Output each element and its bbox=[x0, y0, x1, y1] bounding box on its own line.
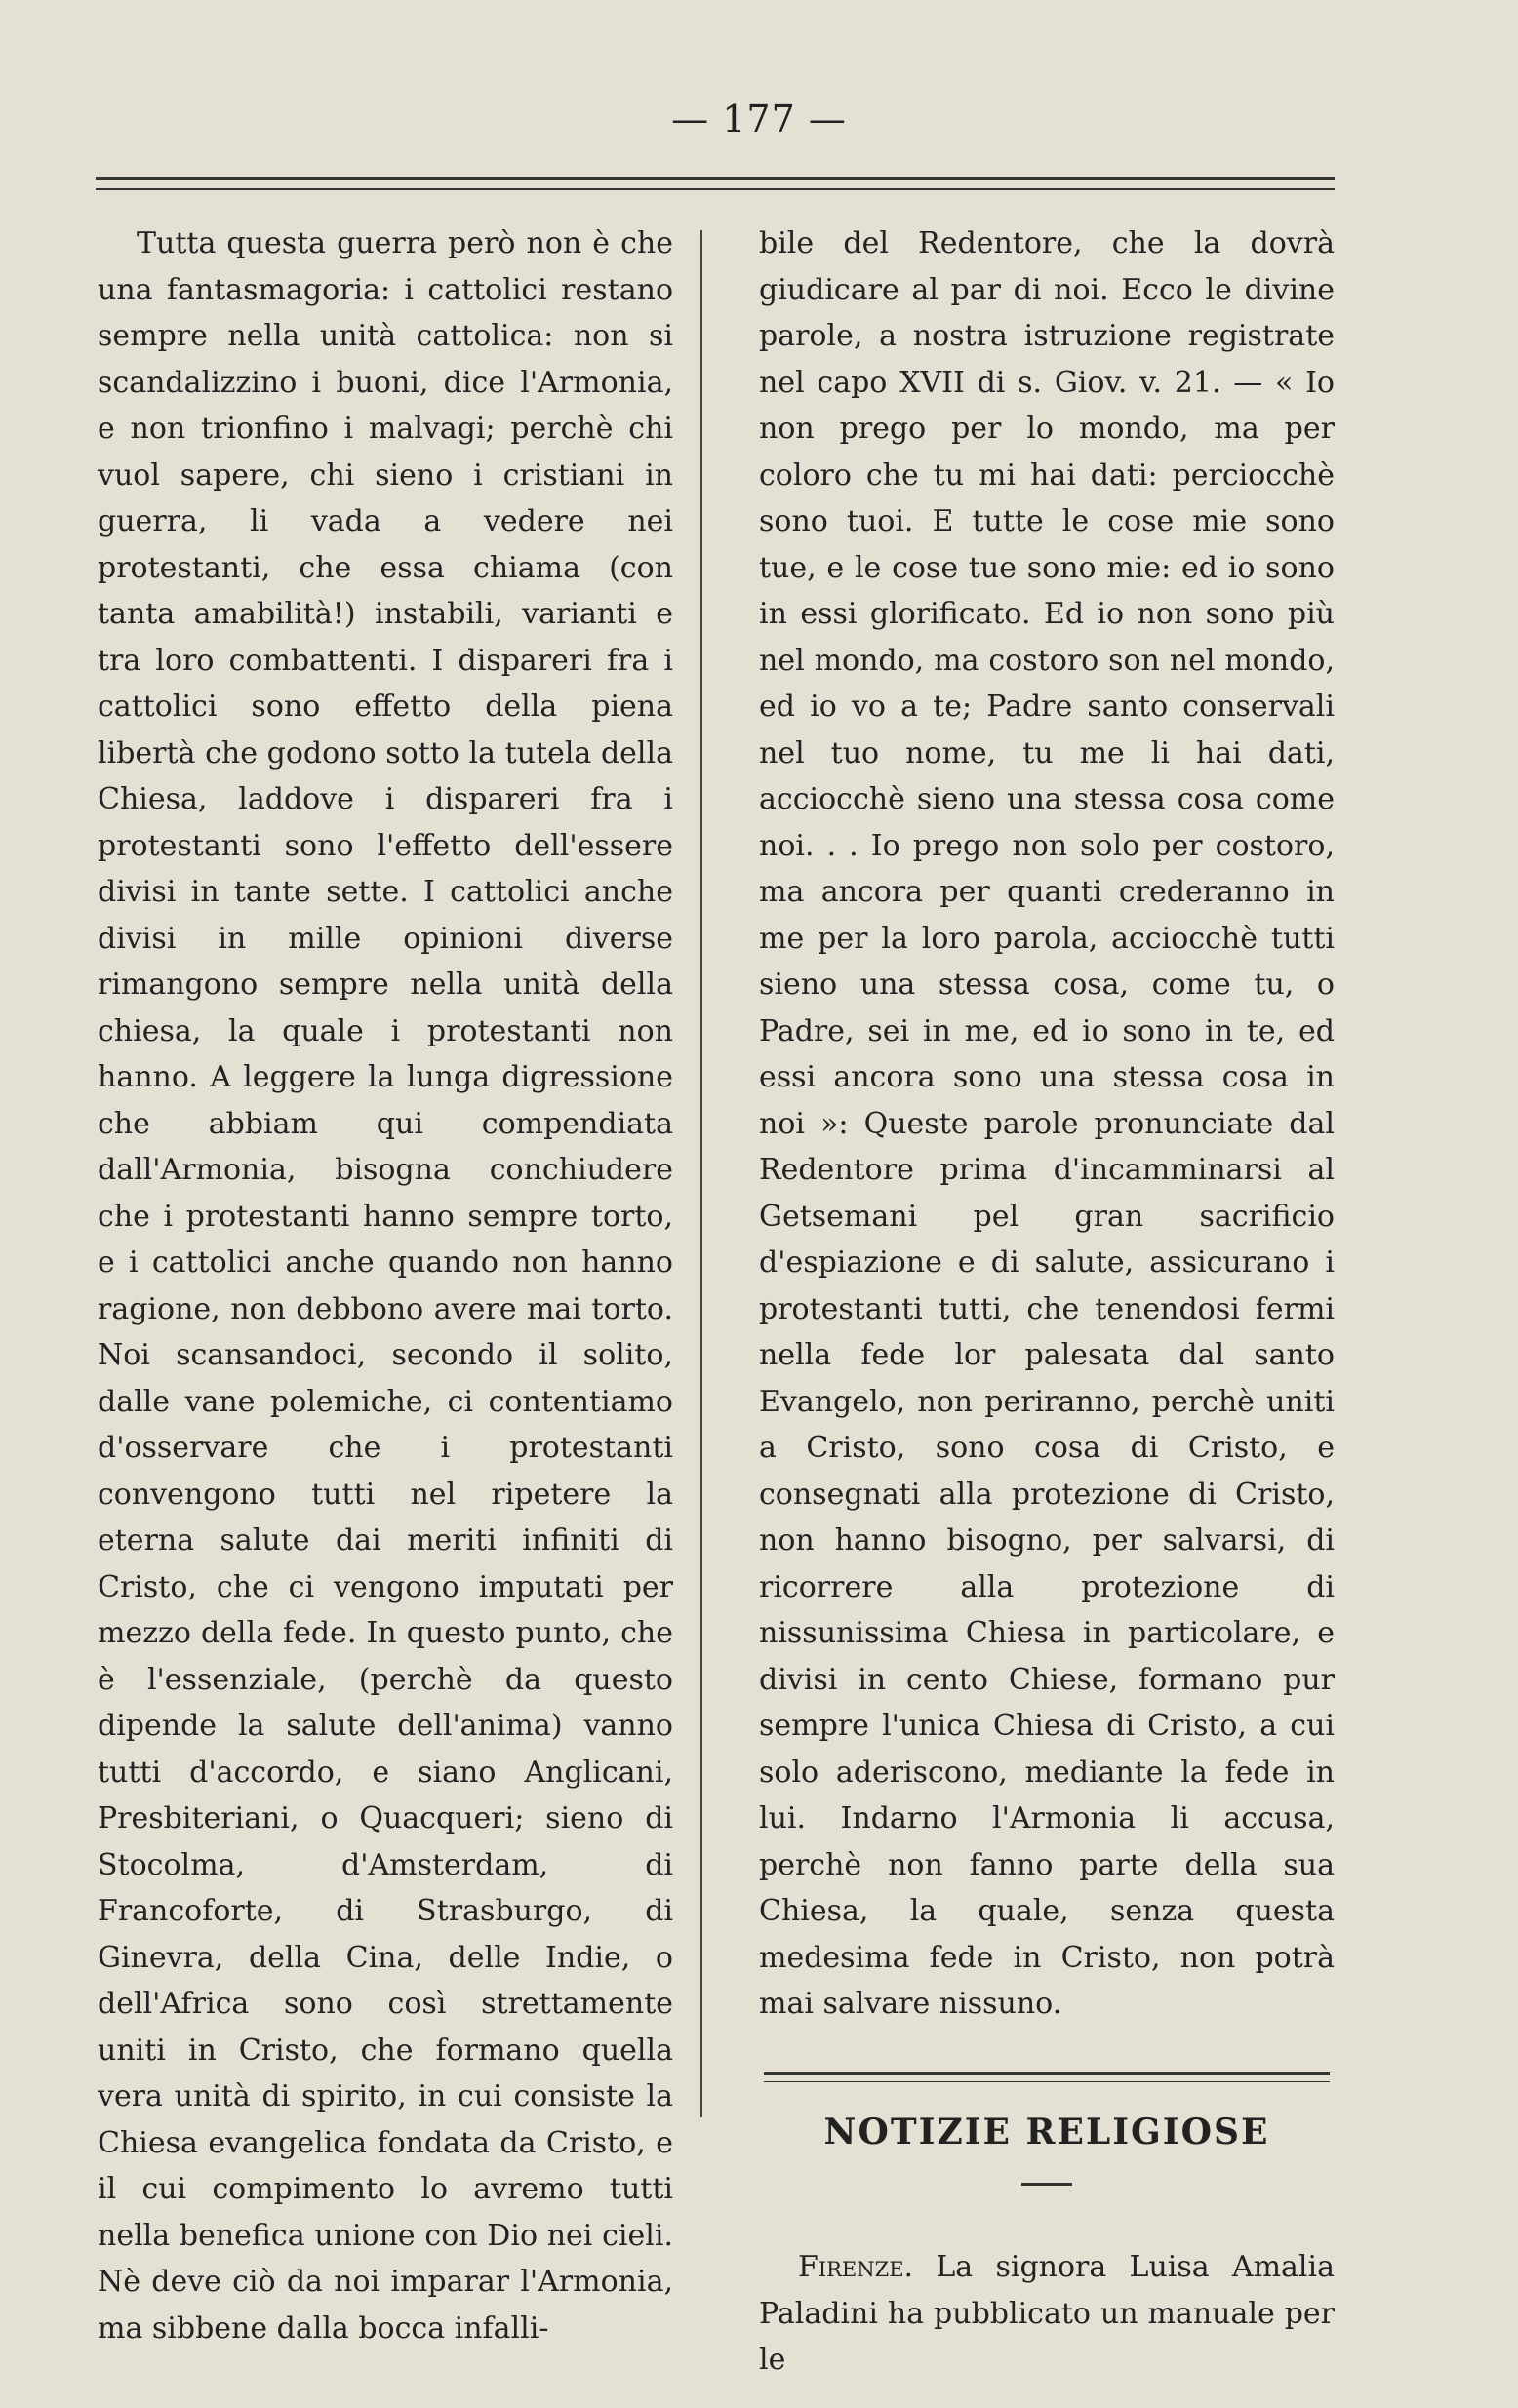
left-column-paragraph: Tutta questa guerra però non è che una fantasmagoria: i cattolici restano sempre nella unità cattolica: non si scandalizzino i buoni, dice l'Armonia, e non trionfino i malvagi; perchè chi vuol sapere, chi sieno i cristiani in guerra, li vada a vedere nei protestanti, che essa chiama (con tanta amabilità!) instabili, varianti e tra loro combattenti. I dispareri fra i cattolici sono effetto della piena libertà che godono sotto la tutela della Chiesa, laddove i dispareri fra i protestanti sono l'effetto dell'essere divisi in tante sette. I cattolici anche divisi in mille opinioni diverse rimangono sempre nella unità della chiesa, la quale i protestanti non hanno. A leggere la lunga digressione che abbiam qui compendiata dall'Armonia, bisogna conchiudere che i protestanti hanno sempre torto, e i cattolici anche quando non hanno ragione, non debbono avere mai torto. Noi scansandoci, secondo il solito, dalle vane polemiche, ci contentiamo d'osservare che i protestanti convengono tutti nel ripetere la eterna salute dai meriti infiniti di Cristo, che ci vengono imputati per mezzo della fede. In questo punto, che è l'essenziale, (perchè da questo dipende la salute dell'anima) vanno tutti d'accordo, e siano Anglicani, Presbiteriani, o Quacqueri; sieno di Stocolma, d'Amsterdam, di Francoforte, di Strasburgo, di Ginevra, della Cina, delle Indie, o dell'Africa sono così strettamente uniti in Cristo, che formano quella vera unità di spirito, in cui consiste la Chiesa evangelica fondata da Cristo, e il cui compimento lo avremo tutti nella benefica unione con Dio nei cieli. Nè deve ciò da noi imparar l'Armonia, ma sibbene dalla bocca infalli- bbox=[98, 226, 673, 2346]
column-divider bbox=[700, 230, 702, 2117]
right-column bbox=[759, 220, 1335, 2384]
header-double-rule bbox=[96, 177, 1335, 190]
news-text: La signora Luisa Amalia Paladini ha pubblicato un manuale per le bbox=[759, 2250, 1335, 2377]
news-paragraph bbox=[759, 2244, 1335, 2384]
right-column-paragraph: bile del Redentore, che la dovrà giudicare al par di noi. Ecco le divine parole, a nostra istruzione registrate nel capo XVII di s. Giov. v. 21. — « Io non prego per lo mondo, ma per coloro che tu mi hai dati: perciocchè sono tuoi. E tutte le cose mie sono tue, e le cose tue sono mie: ed io sono in essi glorificato. Ed io non sono più nel mondo, ma costoro son nel mondo, ed io vo a te; Padre santo conservali nel tuo nome, tu me li hai dati, acciocchè sieno una stessa cosa come noi. . . Io prego non solo per costoro, ma ancora per quanti crederanno in me per la loro parola, acciocchè tutti sieno una stessa cosa, come tu, o Padre, sei in me, ed io sono in te, ed essi ancora sono una stessa cosa in noi »: Queste parole pronunciate dal Redentore prima d'incamminarsi al Getsemani pel gran sacrificio d'espiazione e di salute, assicurano i protestanti tutti, che tenendosi fermi nella fede lor palesata dal santo Evangelo, non periranno, perchè uniti a Cristo, sono cosa di Cristo, e consegnati alla protezione di Cristo, non hanno bisogno, per salvarsi, di ricorrere alla protezione di nissunissima Chiesa in particolare, e divisi in cento Chiese, formano pur sempre l'unica Chiesa di Cristo, a cui solo aderiscono, mediante la fede in lui. Indarno l'Armonia li accusa, perchè non fanno parte della sua Chiesa, la quale, senza questa medesima fede in Cristo, non potrà mai salvare nissuno. bbox=[759, 226, 1335, 2021]
section-title: NOTIZIE RELIGIOSE bbox=[823, 2111, 1270, 2152]
page-number: — 177 — bbox=[671, 98, 847, 140]
left-column bbox=[98, 220, 673, 2351]
news-city: Firenze. bbox=[798, 2250, 914, 2284]
section-rule bbox=[764, 2072, 1330, 2082]
section-short-rule bbox=[1021, 2183, 1072, 2186]
